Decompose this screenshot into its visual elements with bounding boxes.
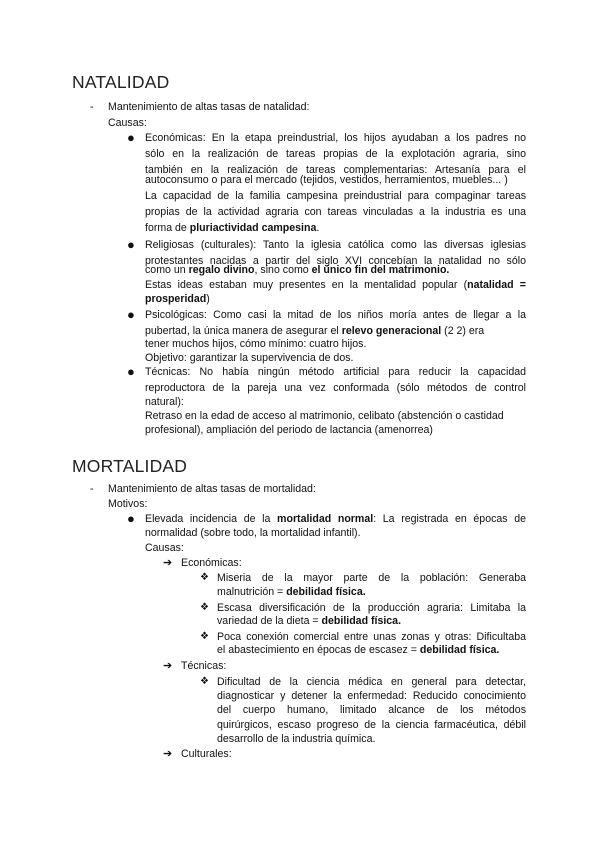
tecnicas-line-4: Retraso en la edad de acceso al matrimonio, celibato (abstención o castidad [145, 410, 504, 422]
bullet-icon: ● [127, 130, 135, 145]
psicologicas-line-1: Psicológicas: Como casi la mitad de los niños moría antes de llegar a la [145, 309, 526, 321]
causas-label-mortalidad: Causas: [145, 542, 184, 554]
tecnicas-line-2: reproductora de la pareja una vez conformada (sólo métodos de control [145, 382, 526, 394]
religiosas-line-2: protestantes nacidas a partir del siglo XVI concebían la natalidad no sólo [145, 255, 526, 267]
dificultad-line-5: desarrollo de la industria química. [217, 733, 376, 745]
economicas-line-2: sólo en la realización de tareas propias de la explotación agraria, sino [145, 148, 526, 160]
psicologicas-line-4: Objetivo: garantizar la supervivencia de dos. [145, 352, 354, 364]
poca-line-1: Poca conexión comercial entre unas zonas y otras: Dificultaba [217, 631, 526, 643]
elevada-line-1: Elevada incidencia de la mortalidad normal: La registrada en épocas de [145, 513, 527, 525]
dash-marker: - [90, 483, 94, 495]
dificultad-line-4: quirúrgicos, escaso progreso de la ciencia farmacéutica, débil [217, 719, 526, 731]
culturales-label: Culturales: [181, 748, 232, 760]
bullet-icon: ● [127, 364, 135, 379]
psicologicas-line-2: pubertad, la única manera de asegurar el relevo generacional (2 2) era [145, 325, 485, 337]
economicas-line-4: autoconsumo o para el mercado (tejidos, vestidos, herramientos, muebles... ) [145, 174, 508, 186]
heading-mortalidad: MORTALIDAD [72, 456, 188, 476]
diamond-bullet-icon: ❖ [200, 602, 209, 613]
pluriactividad-bold: pluriactividad campesina [189, 222, 317, 234]
bullet-icon: ● [127, 237, 135, 252]
poca-line-2: el abastecimiento en épocas de escasez = debilidad física. [217, 644, 500, 656]
religiosas-line-1: Religiosas (culturales): Tanto la iglesia católica como las diversas iglesias [145, 239, 526, 251]
economicas-line-5: La capacidad de la familia campesina preindustrial para compaginar tareas [145, 190, 526, 202]
religiosas-line-5: prosperidad) [145, 293, 210, 305]
natalidad-intro: Mantenimiento de altas tasas de natalidad: [108, 101, 310, 113]
tecnicas-line-3: natural): [145, 396, 184, 408]
diamond-bullet-icon: ❖ [200, 631, 209, 642]
psicologicas-line-3: tener muchos hijos, cómo mínimo: cuatro hijos. [145, 338, 367, 350]
economicas-label: Económicas: [181, 557, 242, 569]
dificultad-line-3: del cuerpo humano, limitado alcance de los métodos [217, 704, 526, 716]
economicas-line-1: Económicas: En la etapa preindustrial, los hijos ayudaban a los padres no [145, 132, 526, 144]
causas-label: Causas: [108, 117, 147, 129]
tecnicas-line-5: profesional), ampliación del periodo de lactancia (amenorrea) [145, 424, 433, 436]
tecnicas-label: Técnicas: [181, 660, 227, 672]
arrow-icon: ➔ [163, 660, 173, 672]
economicas-line-6: propias de la actividad agraria con tareas vinculadas a la industria es una [145, 206, 526, 218]
elevada-line-2: normalidad (sobre todo, la mortalidad infantil). [145, 527, 361, 539]
arrow-icon: ➔ [163, 557, 173, 569]
mortalidad-intro: Mantenimiento de altas tasas de mortalidad: [108, 483, 316, 495]
bullet-icon: ● [127, 511, 135, 526]
diamond-bullet-icon: ❖ [200, 676, 209, 687]
dificultad-line-2: diagnosticar y detener la enfermedad: Reducido conocimiento [217, 690, 526, 702]
religiosas-line-3: como un regalo divino, sino como el único fin del matrimonio. [145, 264, 450, 276]
miseria-line-1: Miseria de la mayor parte de la población: Generaba [217, 572, 526, 584]
bullet-icon: ● [127, 307, 135, 322]
dash-marker: - [90, 101, 94, 113]
tecnicas-line-1: Técnicas: No había ningún método artificial para reducir la capacidad [145, 366, 526, 378]
escasa-line-1: Escasa diversificación de la producción agraria: Limitaba la [217, 602, 526, 614]
heading-natalidad: NATALIDAD [72, 72, 170, 92]
economicas-line-7: forma de pluriactividad campesina. [145, 222, 320, 234]
religiosas-line-4: Estas ideas estaban muy presentes en la mentalidad popular (natalidad = [145, 279, 526, 291]
arrow-icon: ➔ [163, 748, 173, 760]
motivos-label: Motivos: [108, 498, 148, 510]
diamond-bullet-icon: ❖ [200, 572, 209, 583]
miseria-line-2: malnutrición = debilidad física. [217, 586, 366, 598]
economicas-line-3: también en la realización de tareas complementarias: Artesanía para el [145, 164, 526, 176]
dificultad-line-1: Dificultad de la ciencia médica en general para detectar, [217, 676, 526, 688]
escasa-line-2: variedad de la dieta = debilidad física. [217, 615, 402, 627]
